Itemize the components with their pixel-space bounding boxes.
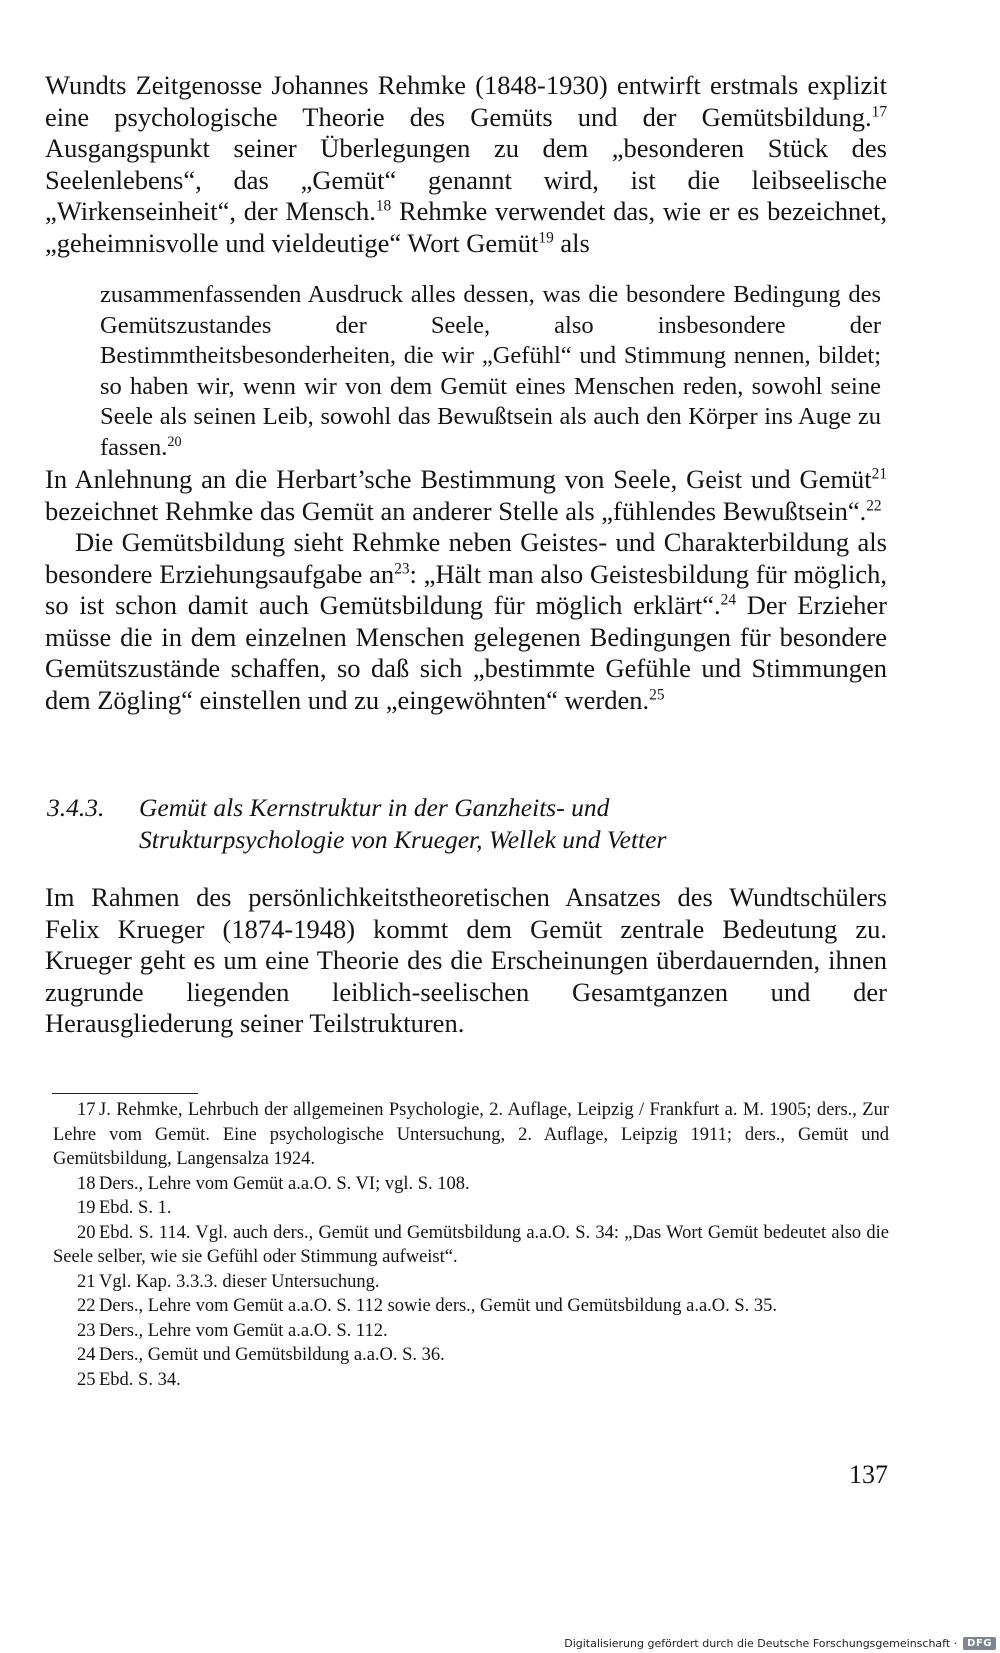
paragraph-herbart [45, 464, 887, 527]
footnote-number: 21 [77, 1271, 96, 1292]
footnote-text: Ders., Lehre vom Gemüt a.a.O. S. 112 sowie ders., Gemüt und Gemütsbildung a.a.O. S. 35. [99, 1296, 778, 1316]
footnote-number: 24 [77, 1345, 96, 1365]
footnote-text: Ebd. S. 1. [99, 1198, 172, 1218]
footnote-divider [52, 1093, 198, 1094]
footnote-number: 17 [77, 1100, 96, 1120]
section-title-line: Gemüt als Kernstruktur in der Ganzheits- und [139, 793, 610, 822]
paragraph-krueger [45, 882, 887, 1040]
paragraph-gemuetsbildung [45, 527, 887, 716]
section-title-line: Strukturpsychologie von Krueger, Wellek und Vetter [139, 825, 667, 854]
footnote-ref[interactable]: 19 [538, 228, 554, 246]
footnote-item [53, 1196, 889, 1221]
text-run: Wundts Zeitgenosse Johannes Rehmke (1848-1930) entwirft erstmals explizit eine psychologische Theorie des Gemüts und der Gemütsbildung. [45, 70, 887, 132]
footnote-number: 23 [77, 1320, 96, 1341]
text-run: Im Rahmen des persönlichkeitstheoretischen Ansatzes des Wundtschülers Felix Krueger (1874-1948) kommt dem Gemüt zentrale Bedeutung zu. Krueger geht es um eine Theorie des die Erscheinungen überdauernden, ihnen zugrunde liegenden leiblich-seelischen Gesamtganzen und der Herausgliederung seiner Teilstrukturen. [45, 882, 887, 1038]
footnote-ref[interactable]: 20 [167, 433, 182, 450]
footnote-item [53, 1368, 889, 1393]
paragraph-rehmke-intro [45, 70, 887, 259]
footnote-text: Vgl. Kap. 3.3.3. dieser Untersuchung. [99, 1271, 380, 1292]
block-quote [100, 280, 881, 463]
footnote-ref[interactable]: 23 [394, 559, 410, 577]
footnote-item [53, 1098, 889, 1172]
text-run: Die Gemütsbildung sieht Rehmke neben Geistes- und Charakterbildung als besondere Erziehungsaufgabe an [45, 527, 887, 589]
dfg-logo-icon: DFG [963, 1637, 996, 1650]
text-run: Rehmke verwendet das, wie er es bezeichnet, „geheimnisvolle und vieldeutige“ Wort Gemüt [45, 196, 887, 258]
footnote-ref[interactable]: 25 [649, 685, 665, 703]
footnote-text: Ders., Lehre vom Gemüt a.a.O. S. 112. [99, 1320, 388, 1341]
footnote-ref[interactable]: 17 [871, 102, 887, 120]
footnote-number: 22 [77, 1296, 96, 1316]
digitization-credit: Digitalisierung gefördert durch die Deutsche Forschungsgemeinschaft · [564, 1636, 958, 1650]
footnote-text: Ebd. S. 114. Vgl. auch ders., Gemüt und Gemütsbildung a.a.O. S. 34: „Das Wort Gemüt bedeutet also die Seele selber, wie sie Gefühl oder Stimmung aufweist“. [53, 1222, 889, 1267]
footnote-item [53, 1270, 889, 1295]
footnote-number: 20 [77, 1222, 96, 1243]
footnote-text: Ders., Gemüt und Gemütsbildung a.a.O. S. 36. [99, 1345, 445, 1365]
footnote-text: Ders., Lehre vom Gemüt a.a.O. S. VI; vgl. S. 108. [99, 1173, 470, 1194]
footnote-ref[interactable]: 24 [720, 591, 736, 609]
footnote-text: Ebd. S. 34. [99, 1369, 181, 1390]
footnote-number: 19 [77, 1198, 96, 1218]
footnote-item [53, 1172, 889, 1197]
section-number: 3.4.3. [47, 793, 105, 822]
page-number: 137 [849, 1460, 888, 1489]
footnote-text: J. Rehmke, Lehrbuch der allgemeinen Psychologie, 2. Auflage, Leipzig / Frankfurt a. M. 1905; ders., Zur Lehre vom Gemüt. Eine psychologische Untersuchung, 2. Auflage, Leipzig 1911; ders., Gemüt und Gemütsbildung, Langensalza 1924. [53, 1100, 889, 1169]
footnote-item [53, 1319, 889, 1344]
text-run: In Anlehnung an die Herbart’sche Bestimmung von Seele, Geist und Gemüt [45, 464, 872, 494]
quote-text: zusammenfassenden Ausdruck alles dessen, was die besondere Bedingung des Gemütszustandes der Seele, also insbesondere der Bestimmtheitsbesonderheiten, die wir „Gefühl“ und Stimmung nennen, bildet; so haben wir, wenn wir von dem Gemüt eines Menschen reden, sowohl seine Seele als seinen Leib, sowohl das Bewußtsein als auch den Körper ins Auge zu fassen. [100, 281, 881, 461]
text-run: Ausgangspunkt seiner Überlegungen zu dem „besonderen Stück des Seelenlebens“, das „Gemüt“ genannt wird, ist die leibseelische „Wirkenseinheit“, der Mensch. [45, 133, 887, 226]
footnote-item [53, 1221, 889, 1270]
text-run: als [553, 227, 590, 258]
text-run: : „Hält man also Geistesbildung für möglich, so ist schon damit auch Gemütsbildung für möglich erklärt“. [45, 558, 887, 620]
section-title [139, 792, 859, 856]
footnote-ref[interactable]: 22 [866, 496, 882, 514]
footnote-item [53, 1294, 889, 1319]
text-run: bezeichnet Rehmke das Gemüt an anderer Stelle als „fühlendes Bewußtsein“. [45, 495, 867, 526]
footnote-ref[interactable]: 21 [871, 465, 887, 483]
text-run: Der Erzieher müsse die in dem einzelnen Menschen gelegenen Bedingungen für besondere Gemütszustände schaffen, so daß sich „bestimmte Gefühle und Stimmungen dem Zögling“ einstellen und zu „eingewöhnten“ werden. [45, 590, 887, 715]
footnote-list [53, 1098, 889, 1392]
footnote-number: 18 [77, 1173, 96, 1194]
footnote-item [53, 1343, 889, 1368]
footnote-ref[interactable]: 18 [375, 197, 392, 215]
footnote-number: 25 [77, 1369, 96, 1390]
digitization-footer [564, 1633, 1000, 1653]
